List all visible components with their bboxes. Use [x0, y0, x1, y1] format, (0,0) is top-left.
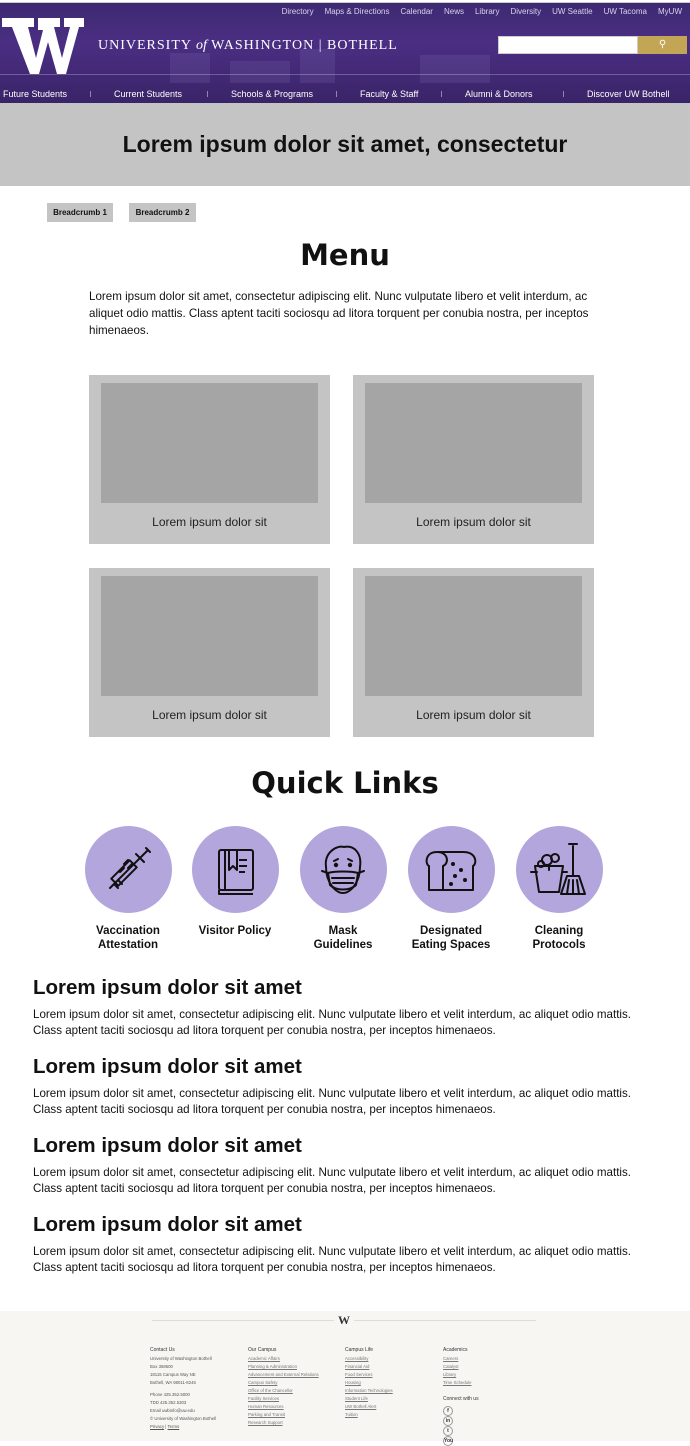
section-body: Lorem ipsum dolor sit amet, consectetur adipiscing elit. Nunc vulputate libero et velit interdum, ac aliquet odio mattis. Class aptent taciti sociosqu ad litora torquent per conubia nostra, per inceptos himenaeos.	[33, 1087, 632, 1116]
top-link-calendar[interactable]: Calendar	[400, 7, 433, 16]
footer-copyright: © University of Washington Bothell	[150, 1416, 217, 1421]
footer-link[interactable]: Human Resources	[248, 1404, 284, 1409]
footer-link[interactable]: Campus Safety	[248, 1380, 278, 1385]
menu-card-image	[365, 383, 582, 503]
breadcrumb-1[interactable]: Breadcrumb 1	[47, 203, 113, 222]
footer-link[interactable]: Food Services	[345, 1372, 373, 1377]
footer-link[interactable]: Parking and Transit	[248, 1412, 286, 1417]
quick-link-mask-guidelines[interactable]	[298, 826, 388, 952]
footer-address-line: 18115 Campus Way NE	[150, 1372, 196, 1377]
hero-banner	[0, 103, 690, 186]
menu-card-caption: Lorem ipsum dolor sit	[416, 708, 531, 722]
content-section	[33, 1055, 633, 1118]
nav-alumni-donors[interactable]: Alumni & Donors	[465, 89, 533, 99]
menu-card[interactable]	[353, 568, 594, 737]
menu-card-image	[101, 383, 318, 503]
top-link-diversity[interactable]: Diversity	[510, 7, 542, 16]
footer-link[interactable]: Facility Services	[248, 1396, 280, 1401]
footer-link[interactable]: Office of the Chancellor	[248, 1388, 293, 1393]
menu-card-image	[365, 576, 582, 696]
quick-link-eating-spaces[interactable]	[406, 826, 496, 952]
quick-link-label: Vaccination Attestation	[96, 925, 160, 951]
nav-discover-uw-bothell[interactable]: Discover UW Bothell	[587, 89, 670, 99]
content-section	[33, 1213, 633, 1276]
quick-links-heading: Quick Links	[251, 766, 439, 800]
breadcrumb-2[interactable]: Breadcrumb 2	[129, 203, 196, 222]
nav-faculty-staff[interactable]: Faculty & Staff	[360, 89, 419, 99]
section-body: Lorem ipsum dolor sit amet, consectetur adipiscing elit. Nunc vulputate libero et velit interdum, ac aliquet odio mattis. Class aptent taciti sociosqu ad litora torquent per conubia nostra, per inceptos himenaeos.	[33, 1008, 632, 1037]
section-heading: Lorem ipsum dolor sit amet	[33, 976, 302, 999]
quick-link-circle	[85, 826, 172, 913]
nav-divider	[207, 91, 208, 97]
quick-link-label: Mask Guidelines	[313, 925, 373, 951]
privacy-link[interactable]: Privacy	[150, 1424, 165, 1429]
top-link-news[interactable]: News	[443, 7, 464, 16]
menu-card-caption: Lorem ipsum dolor sit	[152, 515, 267, 529]
section-heading: Lorem ipsum dolor sit amet	[33, 1213, 302, 1236]
quick-link-vaccination[interactable]	[83, 826, 173, 952]
uw-w-logo[interactable]	[0, 16, 84, 76]
footer-link[interactable]: Time Schedule	[443, 1380, 472, 1385]
footer-link[interactable]: Research Support	[248, 1420, 283, 1425]
menu-card[interactable]	[89, 375, 330, 544]
menu-card[interactable]	[89, 568, 330, 737]
footer-contact	[150, 1346, 240, 1431]
footer-link[interactable]: Catalyst	[443, 1364, 459, 1369]
menu-card[interactable]	[353, 375, 594, 544]
nav-divider	[441, 91, 442, 97]
terms-link[interactable]: Terms	[167, 1424, 180, 1429]
connect-heading: Connect with us	[443, 1396, 479, 1402]
footer-link[interactable]: Careers	[443, 1356, 459, 1361]
footer-academics	[443, 1346, 543, 1446]
footer-w-logo[interactable]: W	[334, 1314, 354, 1326]
footer-link[interactable]: Academic Affairs	[248, 1356, 280, 1361]
menu-card-caption: Lorem ipsum dolor sit	[152, 708, 267, 722]
search-input[interactable]	[498, 36, 638, 54]
footer-link[interactable]: UW Bothell Alert	[345, 1404, 377, 1409]
top-link-myuw[interactable]: MyUW	[658, 7, 682, 16]
footer-address-line: University of Washington Bothell	[150, 1356, 212, 1361]
footer-link[interactable]: Tuition	[345, 1412, 358, 1417]
book-icon	[207, 842, 263, 898]
main-nav	[0, 74, 690, 103]
footer-col-heading: Contact Us	[150, 1347, 175, 1353]
footer-address-line: Bothell, WA 98011-8246	[150, 1380, 196, 1385]
nav-future-students[interactable]: Future Students	[3, 89, 68, 99]
footer-link[interactable]: Advancement and External Relations	[248, 1372, 319, 1377]
footer-link[interactable]: Housing	[345, 1380, 361, 1385]
quick-link-circle	[192, 826, 279, 913]
mask-face-icon	[314, 841, 372, 899]
menu-card-image	[101, 576, 318, 696]
content-section	[33, 1134, 633, 1197]
site-footer	[0, 1311, 690, 1444]
top-link-directory[interactable]: Directory	[281, 7, 314, 16]
quick-link-circle	[408, 826, 495, 913]
menu-card-caption: Lorem ipsum dolor sit	[416, 515, 531, 529]
footer-link[interactable]: Financial Aid	[345, 1364, 370, 1369]
quick-link-label: Cleaning Protocols	[532, 925, 586, 951]
page-title: Lorem ipsum dolor sit amet, consectetur	[122, 131, 568, 157]
top-link-library[interactable]: Library	[474, 7, 500, 16]
footer-col-heading: Academics	[443, 1347, 468, 1353]
facebook-icon[interactable]: f	[443, 1406, 453, 1416]
quick-link-circle	[516, 826, 603, 913]
menu-intro: Lorem ipsum dolor sit amet, consectetur adipiscing elit. Nunc vulputate libero et velit interdum, ac aliquet odio mattis. Class aptent taciti sociosqu ad litora torquent per conubia nostra, per inceptos himenaeos.	[89, 290, 589, 337]
footer-link[interactable]: Planning & Administration	[248, 1364, 297, 1369]
social-icons	[443, 1406, 543, 1446]
quick-link-circle	[300, 826, 387, 913]
utility-links	[271, 6, 682, 18]
youtube-icon[interactable]: You	[444, 1438, 454, 1444]
nav-divider	[563, 91, 564, 97]
wordmark-part: UNIVERSITY	[98, 38, 196, 53]
nav-current-students[interactable]: Current Students	[114, 89, 183, 99]
nav-divider	[336, 91, 337, 97]
footer-campus-life	[345, 1346, 435, 1419]
search-icon: ⚲	[658, 39, 667, 50]
menu-heading: Menu	[300, 238, 390, 272]
quick-link-cleaning-protocols[interactable]	[514, 826, 604, 952]
section-heading: Lorem ipsum dolor sit amet	[33, 1134, 302, 1157]
footer-link[interactable]: Information Technologies	[345, 1388, 393, 1393]
section-body: Lorem ipsum dolor sit amet, consectetur adipiscing elit. Nunc vulputate libero et velit interdum, ac aliquet odio mattis. Class aptent taciti sociosqu ad litora torquent per conubia nostra, per inceptos himenaeos.	[33, 1245, 632, 1274]
top-link-uw-tacoma[interactable]: UW Tacoma	[603, 7, 647, 16]
linkedin-icon[interactable]: in	[443, 1416, 453, 1426]
footer-link[interactable]: Library	[443, 1372, 457, 1377]
nav-schools-programs[interactable]: Schools & Programs	[231, 89, 314, 99]
footer-link[interactable]: Accessibility	[345, 1356, 369, 1361]
top-link-uw-seattle[interactable]: UW Seattle	[552, 7, 593, 16]
site-header	[0, 3, 690, 103]
quick-link-label: Designated Eating Spaces	[411, 925, 491, 951]
top-link-maps[interactable]: Maps & Directions	[324, 7, 390, 16]
wordmark-of: of	[195, 38, 207, 53]
footer-address-line: Box 358500	[150, 1364, 173, 1369]
section-body: Lorem ipsum dolor sit amet, consectetur adipiscing elit. Nunc vulputate libero et velit interdum, ac aliquet odio mattis. Class aptent taciti sociosqu ad litora torquent per conubia nostra, per inceptos himenaeos.	[33, 1166, 632, 1195]
quick-link-label: Visitor Policy	[198, 925, 272, 937]
footer-col-heading: Our Campus	[248, 1347, 277, 1353]
wordmark-part: WASHINGTON | BOTHELL	[206, 38, 398, 53]
syringe-icon	[100, 842, 156, 898]
nav-divider	[90, 91, 91, 97]
cleaning-bucket-icon	[529, 840, 589, 900]
section-heading: Lorem ipsum dolor sit amet	[33, 1055, 302, 1078]
footer-our-campus	[248, 1346, 338, 1427]
footer-email[interactable]: Email uwbinfo@uw.edu	[150, 1408, 195, 1413]
content-section	[33, 976, 633, 1039]
university-wordmark[interactable]	[98, 38, 398, 54]
footer-legal: Privacy | Terms	[150, 1424, 180, 1429]
bread-icon	[421, 842, 481, 898]
footer-phone: Phone 425.352.5000	[150, 1392, 190, 1397]
quick-link-visitor-policy[interactable]	[190, 826, 280, 938]
footer-link[interactable]: Student Life	[345, 1396, 368, 1401]
footer-col-heading: Campus Life	[345, 1347, 374, 1353]
search-button[interactable]	[638, 36, 687, 54]
footer-tdd: TDD 425.352.5303	[150, 1400, 187, 1405]
twitter-icon[interactable]: t	[443, 1426, 453, 1436]
